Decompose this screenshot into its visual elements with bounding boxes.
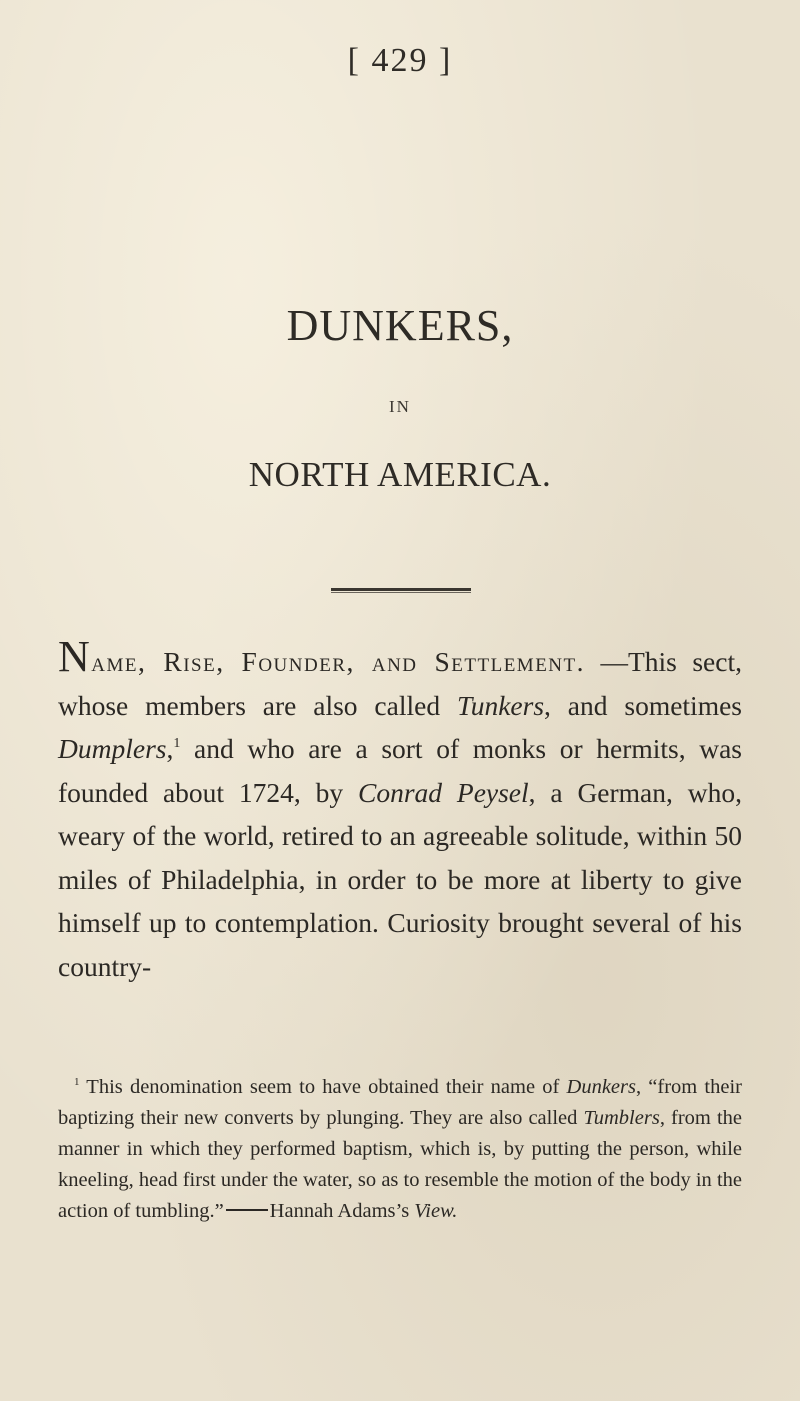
- chapter-title-connector: IN: [389, 397, 411, 416]
- footnote-italic-view: View.: [414, 1200, 458, 1222]
- footnote-attribution: Hannah Adams’s: [269, 1200, 415, 1222]
- body-text-segment: , and sometimes: [544, 689, 742, 721]
- section-heading-text: ame, Rise, Founder, and Settlement.: [91, 646, 586, 677]
- body-italic-dumplers: Dumplers: [58, 733, 167, 764]
- footnote-italic-tumblers: Tumblers: [583, 1107, 660, 1129]
- page-number: [ 429 ]: [347, 42, 453, 79]
- footnote-italic-dunkers: Dunkers: [566, 1076, 636, 1098]
- section-heading-initial: N: [58, 632, 92, 681]
- chapter-title: DUNKERS,: [286, 301, 514, 350]
- body-text-segment: , a German, who, weary of the world, retired to an agreeable solitude, within 50 miles of Philadelphia, in order to be more at liberty to give himself up to contemplation. Curiosity brought several of his country-: [58, 776, 742, 982]
- footnote-attribution-dash: [226, 1209, 268, 1211]
- body-italic-conrad-peysel: Conrad Peysel: [358, 776, 529, 808]
- divider-thick-line: [331, 588, 471, 591]
- body-italic-tunkers: Tunkers: [456, 689, 545, 721]
- body-text-segment: and who are a sort of monks or hermits, was founded about 1724, by: [58, 733, 742, 808]
- footnote-text-segment: This denomination seem to have obtained their name of: [79, 1076, 567, 1098]
- title-divider-rule: [331, 588, 471, 594]
- footnote-reference: 1: [173, 736, 181, 751]
- footnote-number: 1: [74, 1076, 80, 1088]
- divider-thin-line: [331, 592, 471, 593]
- chapter-title-region: NORTH AMERICA.: [248, 455, 552, 494]
- section-heading: [58, 632, 586, 681]
- footnote-text-segment: , from the manner in which they performed baptism, which is, by putting the person, while kneeling, head first under the water, so as to resemble the motion of the body in the action of tumbling.”: [58, 1107, 742, 1222]
- footnote: [58, 1072, 742, 1227]
- body-text-segment: ,: [166, 733, 174, 764]
- body-paragraph: [58, 632, 742, 988]
- footnote-text-segment: , “from their baptizing their new converts by plunging. They are also called: [58, 1076, 743, 1129]
- body-text-segment: —This sect, whose members are also called: [58, 646, 742, 721]
